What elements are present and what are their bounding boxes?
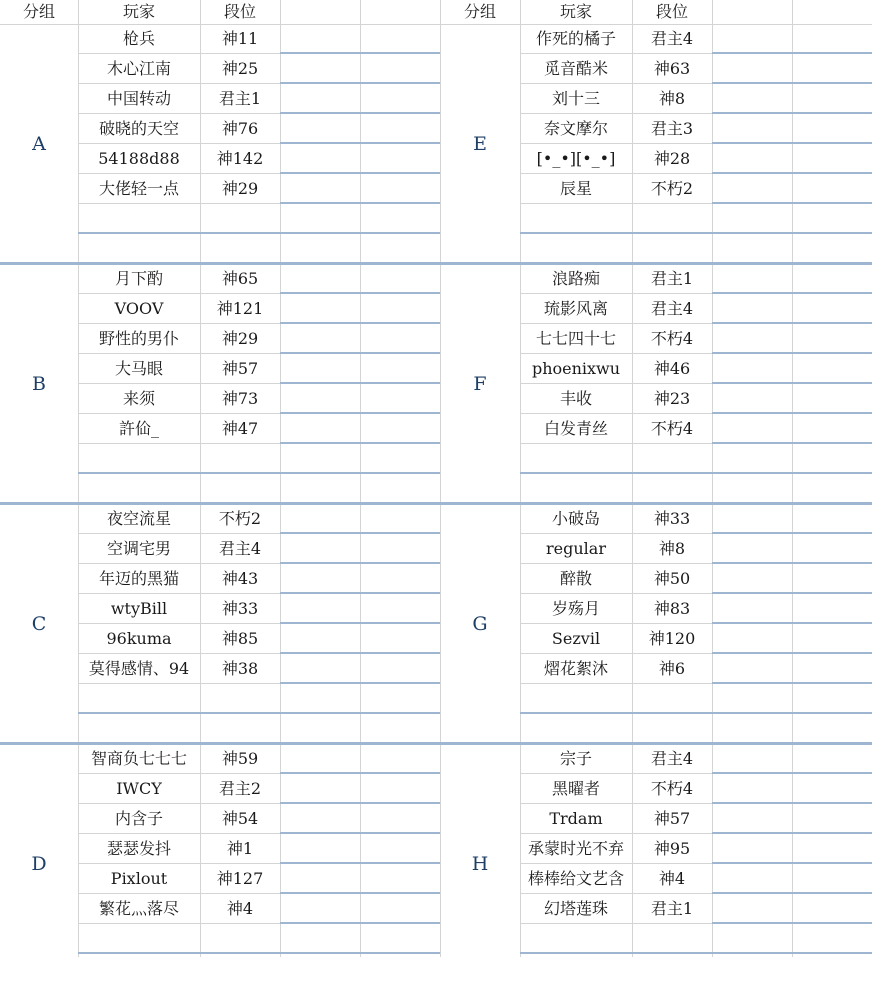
- row-divider-accent: [712, 952, 872, 954]
- player-rank[interactable]: 神38: [221, 659, 259, 678]
- player-name[interactable]: VOOV: [114, 299, 164, 318]
- player-rank[interactable]: 不朽2: [650, 179, 694, 198]
- row-divider-accent: [280, 142, 440, 144]
- player-rank[interactable]: 不朽2: [218, 509, 262, 528]
- row-divider-accent: [280, 892, 440, 894]
- player-rank[interactable]: 神57: [653, 809, 691, 828]
- player-name[interactable]: 破晓的天空: [98, 119, 179, 138]
- row-divider-accent: [78, 472, 280, 474]
- row-divider-accent: [280, 52, 440, 54]
- player-name[interactable]: 辰星: [559, 179, 592, 198]
- player-name[interactable]: 木心江南: [106, 59, 171, 78]
- row-divider-accent: [712, 142, 872, 144]
- row-divider-accent: [78, 952, 280, 954]
- player-rank[interactable]: 神33: [221, 599, 259, 618]
- row-divider-accent: [520, 472, 712, 474]
- row-divider: [520, 203, 712, 204]
- player-rank[interactable]: 神6: [658, 659, 686, 678]
- player-name[interactable]: 醉散: [559, 569, 592, 588]
- player-name[interactable]: 野性的男仆: [98, 329, 179, 348]
- row-divider-accent: [712, 892, 872, 894]
- player-rank[interactable]: 神47: [221, 419, 259, 438]
- row-divider-accent: [712, 802, 872, 804]
- player-rank[interactable]: 神85: [221, 629, 259, 648]
- player-name[interactable]: 月下酌: [114, 269, 163, 288]
- player-name[interactable]: 丰收: [559, 389, 592, 408]
- player-name[interactable]: 小破岛: [551, 509, 600, 528]
- player-rank[interactable]: 神73: [221, 389, 259, 408]
- row-divider-accent: [520, 952, 712, 954]
- row-divider-accent: [280, 382, 440, 384]
- player-name[interactable]: 岁殇月: [551, 599, 600, 618]
- player-rank[interactable]: 神46: [653, 359, 691, 378]
- player-name[interactable]: 大马眼: [114, 359, 163, 378]
- player-rank[interactable]: 神33: [653, 509, 691, 528]
- row-divider-accent: [712, 172, 872, 174]
- player-rank[interactable]: 神120: [648, 629, 696, 648]
- player-name[interactable]: 54188d88: [98, 149, 180, 168]
- player-rank[interactable]: 不朽4: [650, 329, 694, 348]
- player-name[interactable]: regular: [546, 539, 606, 558]
- player-rank[interactable]: 神76: [221, 119, 259, 138]
- player-name[interactable]: 作死的橘子: [535, 29, 616, 48]
- row-divider-accent: [78, 232, 280, 234]
- row-divider-accent: [712, 862, 872, 864]
- player-name[interactable]: wtyBill: [110, 599, 168, 618]
- group-label: D: [31, 852, 47, 875]
- column-header-name: 玩家: [122, 2, 155, 21]
- player-rank[interactable]: 神83: [653, 599, 691, 618]
- player-rank[interactable]: 君主3: [650, 119, 694, 138]
- row-divider-accent: [712, 412, 872, 414]
- column-header-rank: 段位: [655, 2, 688, 21]
- row-divider-accent: [280, 562, 440, 564]
- player-name[interactable]: [•_•][•_•]: [536, 149, 616, 168]
- row-divider-accent: [712, 442, 872, 444]
- player-name[interactable]: 莫得感情、94: [88, 659, 190, 678]
- row-divider-accent: [712, 622, 872, 624]
- row-divider-accent: [712, 82, 872, 84]
- player-rank[interactable]: 君主1: [218, 89, 262, 108]
- row-divider-accent: [712, 232, 872, 234]
- group-label: E: [473, 132, 487, 155]
- player-name[interactable]: 宗子: [559, 749, 592, 768]
- row-divider-accent: [712, 292, 872, 294]
- row-divider-accent: [280, 772, 440, 774]
- player-rank[interactable]: 神142: [216, 149, 264, 168]
- row-divider-accent: [280, 802, 440, 804]
- column-header-name: 玩家: [559, 2, 592, 21]
- row-divider-accent: [712, 322, 872, 324]
- row-divider-accent: [280, 652, 440, 654]
- row-divider-accent: [280, 532, 440, 534]
- row-divider-accent: [280, 442, 440, 444]
- player-name[interactable]: 棒棒给文艺含: [527, 869, 624, 888]
- player-rank[interactable]: 君主4: [650, 299, 694, 318]
- player-name[interactable]: 浪路痴: [551, 269, 600, 288]
- player-name[interactable]: 大佬轻一点: [98, 179, 179, 198]
- row-divider-accent: [712, 592, 872, 594]
- player-name[interactable]: 承蒙时光不弃: [527, 839, 624, 858]
- player-rank[interactable]: 君主2: [218, 779, 262, 798]
- player-name[interactable]: 琉影风离: [543, 299, 608, 318]
- column-header-rank: 段位: [223, 2, 256, 21]
- player-rank[interactable]: 神25: [221, 59, 259, 78]
- player-rank[interactable]: 神59: [221, 749, 259, 768]
- player-name[interactable]: 七七四十七: [535, 329, 616, 348]
- group-label: H: [471, 852, 489, 875]
- row-divider-accent: [712, 532, 872, 534]
- player-name[interactable]: 瑟瑟发抖: [106, 839, 171, 858]
- player-name[interactable]: 年迈的黑猫: [98, 569, 179, 588]
- row-divider: [78, 443, 280, 444]
- row-divider-accent: [520, 712, 712, 714]
- row-divider-accent: [280, 622, 440, 624]
- row-divider-accent: [280, 172, 440, 174]
- player-name[interactable]: 許佡_: [118, 419, 159, 438]
- player-rank[interactable]: 神121: [216, 299, 264, 318]
- player-name[interactable]: 繁花灬落尽: [98, 899, 179, 918]
- row-divider-accent: [280, 82, 440, 84]
- row-divider-accent: [712, 52, 872, 54]
- column-header-grp: 分组: [463, 2, 496, 21]
- row-divider-accent: [280, 412, 440, 414]
- player-rank[interactable]: 君主1: [650, 899, 694, 918]
- player-rank[interactable]: 神95: [653, 839, 691, 858]
- row-divider-accent: [520, 232, 712, 234]
- row-divider-accent: [280, 682, 440, 684]
- row-divider-accent: [712, 382, 872, 384]
- row-divider-accent: [712, 472, 872, 474]
- player-rank[interactable]: 神8: [658, 89, 686, 108]
- player-rank[interactable]: 神11: [221, 29, 259, 48]
- player-rank[interactable]: 神28: [653, 149, 691, 168]
- player-rank[interactable]: 神23: [653, 389, 691, 408]
- player-name[interactable]: 白发青丝: [543, 419, 608, 438]
- player-rank[interactable]: 神57: [221, 359, 259, 378]
- group-label: F: [473, 372, 487, 395]
- row-divider: [78, 923, 280, 924]
- row-divider-accent: [712, 772, 872, 774]
- player-name[interactable]: 觅音酷米: [543, 59, 608, 78]
- player-name[interactable]: phoenixwu: [531, 359, 621, 378]
- player-name[interactable]: Pixlout: [110, 869, 168, 888]
- row-divider-accent: [712, 112, 872, 114]
- row-divider-accent: [280, 232, 440, 234]
- player-rank[interactable]: 君主4: [650, 29, 694, 48]
- player-rank[interactable]: 不朽4: [650, 419, 694, 438]
- player-name[interactable]: 空调宅男: [106, 539, 171, 558]
- player-name[interactable]: 中国转动: [106, 89, 171, 108]
- column-header-grp: 分组: [22, 2, 55, 21]
- player-rank[interactable]: 神29: [221, 179, 259, 198]
- row-divider-accent: [280, 922, 440, 924]
- player-rank[interactable]: 君主4: [218, 539, 262, 558]
- row-divider-accent: [280, 952, 440, 954]
- player-rank[interactable]: 神4: [226, 899, 254, 918]
- row-divider-accent: [280, 202, 440, 204]
- player-rank[interactable]: 君主1: [650, 269, 694, 288]
- group-label: A: [32, 132, 46, 155]
- player-name[interactable]: 来须: [122, 389, 155, 408]
- row-divider: [520, 683, 712, 684]
- row-divider-accent: [712, 712, 872, 714]
- player-rank[interactable]: 神43: [221, 569, 259, 588]
- player-name[interactable]: 枪兵: [122, 29, 155, 48]
- player-name[interactable]: Trdam: [549, 809, 603, 828]
- player-rank[interactable]: 神63: [653, 59, 691, 78]
- row-divider-accent: [712, 832, 872, 834]
- row-divider-accent: [280, 352, 440, 354]
- row-divider: [520, 923, 712, 924]
- row-divider: [520, 443, 712, 444]
- row-divider-accent: [712, 922, 872, 924]
- player-name[interactable]: 内含子: [114, 809, 163, 828]
- row-divider: [78, 203, 280, 204]
- row-divider-accent: [280, 112, 440, 114]
- row-divider-accent: [78, 712, 280, 714]
- player-rank[interactable]: 不朽4: [650, 779, 694, 798]
- player-name[interactable]: 刘十三: [551, 89, 600, 108]
- player-name[interactable]: 96kuma: [106, 629, 172, 648]
- player-rank[interactable]: 神8: [658, 539, 686, 558]
- player-rank[interactable]: 神65: [221, 269, 259, 288]
- player-name[interactable]: 夜空流星: [106, 509, 171, 528]
- player-rank[interactable]: 神4: [658, 869, 686, 888]
- player-name[interactable]: 黑曜者: [551, 779, 600, 798]
- row-divider-accent: [280, 832, 440, 834]
- row-divider-accent: [280, 472, 440, 474]
- row-divider-accent: [280, 322, 440, 324]
- player-name[interactable]: 幻塔莲珠: [543, 899, 608, 918]
- player-rank[interactable]: 神50: [653, 569, 691, 588]
- row-divider-accent: [280, 862, 440, 864]
- row-divider-accent: [712, 562, 872, 564]
- row-divider-accent: [280, 292, 440, 294]
- row-divider: [78, 683, 280, 684]
- player-rank[interactable]: 神1: [226, 839, 254, 858]
- row-divider-accent: [280, 712, 440, 714]
- player-name[interactable]: 智商负七七七: [90, 749, 187, 768]
- row-divider-accent: [712, 202, 872, 204]
- player-rank[interactable]: 神127: [216, 869, 264, 888]
- row-divider-accent: [712, 682, 872, 684]
- row-divider-accent: [280, 592, 440, 594]
- player-name[interactable]: IWCY: [116, 779, 162, 798]
- group-label: B: [32, 372, 46, 395]
- group-label: C: [31, 612, 47, 635]
- player-rank[interactable]: 神29: [221, 329, 259, 348]
- row-divider-accent: [712, 652, 872, 654]
- player-rank[interactable]: 君主4: [650, 749, 694, 768]
- group-label: G: [472, 612, 488, 635]
- player-rank[interactable]: 神54: [221, 809, 259, 828]
- player-name[interactable]: Sezvil: [551, 629, 601, 648]
- player-name[interactable]: 熠花絮沐: [543, 659, 608, 678]
- row-divider-accent: [712, 352, 872, 354]
- player-name[interactable]: 奈文摩尔: [543, 119, 608, 138]
